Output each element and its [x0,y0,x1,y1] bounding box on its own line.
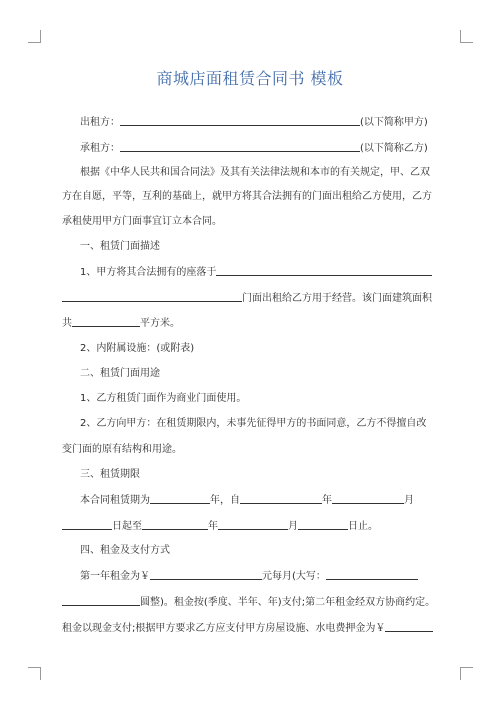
section-3-heading: 三、租赁期限 [80,469,140,480]
term-text-f: 年 [208,521,218,532]
term-text-g: 月 [288,521,298,532]
sec1-item1-line-a [80,265,442,280]
crop-mark-bottom-left [28,667,41,680]
rent-line-2 [62,595,442,610]
sec1-item2: 2、内附属设施：(或附表) [80,343,195,354]
sec1-area-post: 平方米。 [140,318,180,329]
lessee-label: 承租方： [80,143,120,154]
location-blank-cont[interactable] [62,291,242,302]
lessor-line [80,115,442,130]
rent-words-blank[interactable] [326,569,418,580]
rent-text-c: 圆整)。租金按(季度、半年、年)支付;第二年租金经双方协商约定。 [140,597,436,608]
crop-mark-top-left [28,30,41,43]
term-text-b: 年，自 [210,495,240,506]
start-day-blank[interactable] [62,519,112,530]
lessee-suffix: (以下简称乙方) [360,143,428,154]
section-1-heading: 一、租赁门面描述 [80,241,160,252]
sec2-item2-b: 变门面的原有结构和用途。 [62,444,182,455]
end-month-blank[interactable] [218,519,288,530]
sec1-item1-text-a: 1、甲方将其合法拥有的座落于 [80,267,217,278]
sec1-area-pre: 共 [62,318,72,329]
term-years-blank[interactable] [150,493,210,504]
section-2-heading: 二、租赁门面用途 [80,368,160,379]
sec1-item1-line-c [62,316,442,331]
rent-words-blank-cont[interactable] [62,595,140,606]
crop-mark-bottom-right [460,667,473,680]
sec1-item1-text-b: 门面出租给乙方用于经营。该门面建筑面积 [242,293,432,304]
deposit-blank[interactable] [385,621,433,632]
term-text-a: 本合同租赁期为 [80,495,150,506]
term-text-c: 年 [322,495,332,506]
intro-line-1: 根据《中华人民共和国合同法》及其有关法律法规和本市的有关规定，甲、乙双 [80,167,430,178]
sec1-item1-line-b [62,291,442,306]
rent-amount-blank[interactable] [150,569,262,580]
term-text-d: 月 [404,495,414,506]
term-text-e: 日起至 [112,521,142,532]
sec2-item1: 1、乙方租赁门面作为商业门面使用。 [80,393,247,404]
lessor-blank[interactable] [120,115,360,126]
sec2-item2-a: 2、乙方向甲方：在租赁期限内，未事先征得甲方的书面同意，乙方不得擅自改 [80,418,427,429]
location-blank[interactable] [216,265,432,276]
term-line-2 [62,519,442,534]
start-year-blank[interactable] [240,493,322,504]
lessor-label: 出租方： [80,117,120,128]
end-day-blank[interactable] [298,519,348,530]
rent-text-b: 元每月(大写： [262,571,326,582]
end-year-blank[interactable] [142,519,208,530]
crop-mark-top-right [460,30,473,43]
area-blank[interactable] [72,316,140,327]
lessor-suffix: (以下简称甲方) [360,117,428,128]
intro-line-2: 方在自愿，平等，互利的基础上，就甲方将其合法拥有的门面出租给乙方使用，乙方 [62,191,432,202]
rent-text-d: 租金以现金支付;根据甲方要求乙方应支付甲方房屋设施、水电费押金为￥ [62,623,386,634]
lessee-line [80,141,442,156]
start-month-blank[interactable] [332,493,404,504]
rent-text-a: 第一年租金为￥ [80,571,150,582]
document-title: 商城店面租赁合同书 模板 [156,69,344,88]
section-4-heading: 四、租金及支付方式 [80,545,170,556]
rent-line-1 [80,569,442,584]
intro-line-3: 承租使用甲方门面事宜订立本合同。 [62,216,222,227]
lessee-blank[interactable] [120,141,360,152]
rent-line-3 [62,621,442,636]
term-line-1 [80,493,442,508]
term-text-h: 日止。 [348,521,378,532]
